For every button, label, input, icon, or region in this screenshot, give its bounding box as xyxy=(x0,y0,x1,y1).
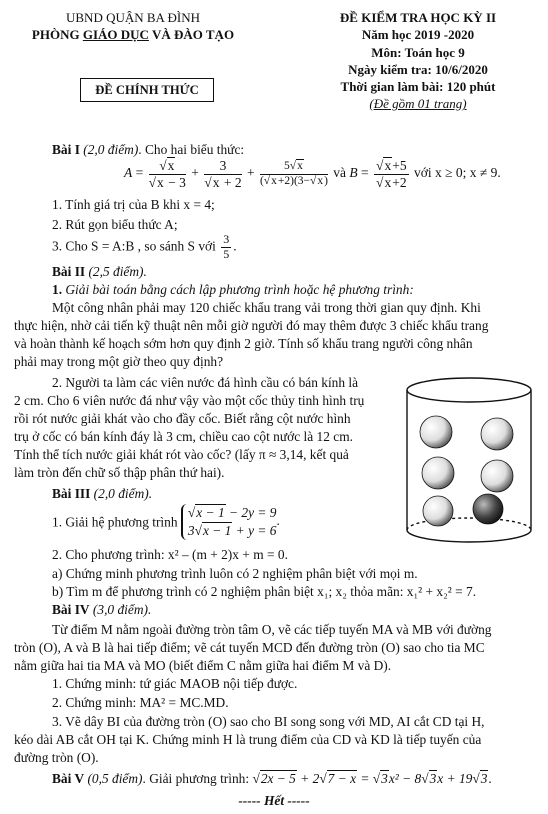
domain-condition: với x ≥ 0; x ≠ 9. xyxy=(413,165,501,181)
bai2-p1-l3: và hoàn thành kế hoạch sớm hơn quy định 2 giờ. Tính số khẩu trang người công nhân xyxy=(14,336,473,351)
bai2-heading: Bài II (2,5 điểm). xyxy=(52,264,147,279)
bai3-qa: a) Chứng minh phương trình luôn có 2 nghiệm phân biệt với mọi m. xyxy=(52,566,418,581)
district-name: UBND QUẬN BA ĐÌNH xyxy=(66,10,200,25)
glass-with-ice-figure xyxy=(396,372,542,548)
bai3-qb: b) Tìm m để phương trình có 2 nghiệm phân biệt x₁; x₂ thỏa mãn: x₁² + x₂² = 7. xyxy=(52,584,477,599)
equation-system: √x − 1 − 2y = 9 3√x − 1 + y = 6 xyxy=(181,504,277,540)
subject: Môn: Toán học 9 xyxy=(371,44,465,60)
header-right xyxy=(292,9,544,113)
bai2-p1-heading: 1. Giải bài toán bằng cách lập phương trình hoặc hệ phương trình: xyxy=(52,282,414,297)
bai1-q2: 2. Rút gọn biểu thức A; xyxy=(52,217,178,232)
end-marker: ----- Hết ----- xyxy=(238,793,310,808)
department-name: PHÒNG GIÁO DỤC VÀ ĐÀO TẠO xyxy=(31,26,235,42)
bai5-line: Bài V (0,5 điểm). Giải phương trình: √2x − 5 + 2√7 − x = √3x² − 8√3x + 19√3. xyxy=(52,771,492,786)
bai2-p2-l6: làm tròn đến chữ số thập phân thứ hai). xyxy=(14,465,225,480)
page-count: (Đề gồm 01 trang) xyxy=(369,96,467,112)
bai3-heading: Bài III (2,0 điểm). xyxy=(52,486,153,501)
bai1-q3: 3. Cho S = A:B , so sánh S với $\frac{3}{5}$ . xyxy=(52,232,237,261)
header-left xyxy=(8,10,258,44)
exam-date: Ngày kiểm tra: 10/6/2020 xyxy=(348,61,488,77)
bai4-q2: 2. Chứng minh: MA² = MC.MD. xyxy=(52,695,229,710)
bai4-q3-l3: đường tròn (O). xyxy=(14,750,99,765)
bai3-q1: 1. Giải hệ phương trình √x − 1 − 2y = 9 3√x − 1 + y = 6 . xyxy=(52,504,280,540)
bai4-q1: 1. Chứng minh: tứ giác MAOB nội tiếp được. xyxy=(52,676,298,691)
bai4-l2: tròn (O), A và B là hai tiếp điểm; vẽ cát tuyến MCD đến đường tròn (O) sao cho tia MC xyxy=(14,640,485,655)
bai1-q1: 1. Tính giá trị của B khi x = 4; xyxy=(52,197,215,212)
bai4-q3-l2: kéo dài AB cắt OH tại K. Chứng minh H là trung điểm của CD và KD là tiếp tuyến của xyxy=(14,732,482,747)
bai2-p2-l2: 2 cm. Cho 6 viên nước đá như vậy vào một cốc thủy tinh hình trụ xyxy=(14,393,365,408)
bai2-p2-l4: trụ ở cốc có bán kính đáy là 3 cm, chiều cao cột nước là 12 cm. xyxy=(14,429,353,444)
bai1-expressions: A = $\frac{√x}{√x - 3}$ + $\frac{3}{√x + 2}$ + $\frac{5√x}{(√x+2)(3-√x)}$ và B = $\frac{√x+5}{√x+2}$ với x ≥ 0; x ≠ 9. xyxy=(124,158,501,190)
bai1-heading: Bài I (2,0 điểm). Cho hai biểu thức: xyxy=(52,142,245,157)
bai2-p2-l5: Tính thể tích nước giải khát rót vào cốc? (lấy π ≈ 3,14, kết quả xyxy=(14,447,349,462)
bai4-l3: nằm giữa hai tia MA và MO (biết điểm C nằm giữa hai điểm M và D). xyxy=(14,658,392,673)
exam-title: ĐỀ KIỂM TRA HỌC KỲ II xyxy=(339,10,497,25)
duration: Thời gian làm bài: 120 phút xyxy=(340,79,496,95)
bai5-equation: √2x − 5 + 2√7 − x = √3x² − 8√3x + 19√3 xyxy=(252,771,488,786)
bai2-p1-l1: Một công nhân phải may 120 chiếc khẩu trang vải trong thời gian quy định. Khi xyxy=(52,300,481,315)
bai2-p1-l4: phải may trong một giờ theo quy định? xyxy=(14,354,224,369)
bai2-p1-l2: thực hiện, nhờ cải tiến kỹ thuật nên mỗi giờ người đó may thêm được 3 chiếc khẩu trang xyxy=(14,318,489,333)
school-year: Năm học 2019 -2020 xyxy=(361,27,475,43)
official-exam-box: ĐỀ CHÍNH THỨC xyxy=(80,78,214,102)
bai4-l1: Từ điểm M nằm ngoài đường tròn tâm O, vẽ các tiếp tuyến MA và MB với đường xyxy=(52,622,492,637)
ice-spheres xyxy=(420,416,513,526)
bai2-p2-l1: 2. Người ta làm các viên nước đá hình cầu có bán kính là xyxy=(52,375,359,390)
bai2-p2-l3: rồi rót nước giải khát vào cho đầy cốc. Biết rằng cột nước hình xyxy=(14,411,351,426)
bai4-heading: Bài IV (3,0 điểm). xyxy=(52,602,152,617)
bai3-q2: 2. Cho phương trình: x² – (m + 2)x + m = 0. xyxy=(52,547,288,562)
bai4-q3-l1: 3. Vẽ dây BI của đường tròn (O) sao cho BI song song với MD, AI cắt CD tại H, xyxy=(52,714,485,729)
